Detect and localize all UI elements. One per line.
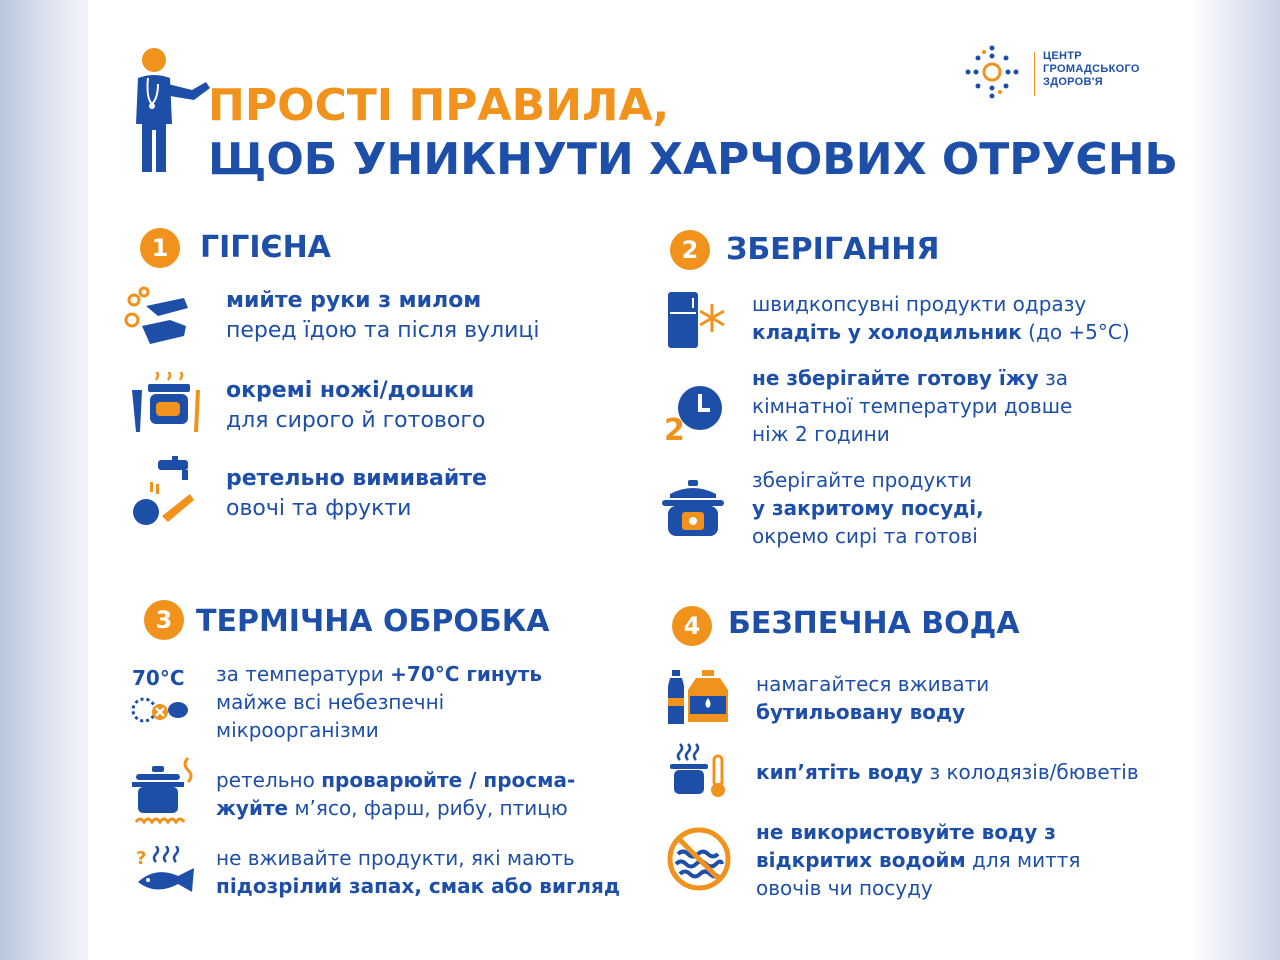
section-2-number: 2 (670, 230, 710, 270)
clock-number: 2 (664, 413, 685, 442)
thermal-item-1-bold: +70°C гинуть (390, 662, 542, 686)
container-icon (662, 478, 724, 542)
handwash-icon (124, 286, 192, 348)
section-1-number: 1 (140, 228, 180, 268)
water-item-2-rest: з колодязів/бюветів (923, 760, 1139, 784)
logo-text (1043, 50, 1140, 89)
water-item-1 (756, 670, 989, 726)
thermal-item-1-pre: за температури (216, 662, 391, 686)
storage-item-2-line3: ніж 2 години (752, 422, 890, 446)
storage-item-2-line2: кімнатної температури довше (752, 394, 1073, 418)
cooking-pot-icon (130, 756, 204, 826)
water-item-3-bold2: відкритих водойм (756, 848, 966, 872)
svg-text:?: ? (136, 848, 147, 869)
storage-item-2 (752, 364, 1072, 448)
microbes-icon (130, 692, 192, 730)
water-item-3-rest: для миття (965, 848, 1081, 872)
thermal-item-2-bold: проварюйте / просма- (321, 768, 576, 792)
knife-board-icon (126, 372, 206, 438)
hygiene-item-2 (226, 376, 485, 436)
section-2-title: ЗБЕРІГАННЯ (726, 232, 940, 267)
title-line-1: ПРОСТІ ПРАВИЛА, (208, 80, 670, 131)
logo-separator (1034, 52, 1035, 96)
smelly-fish-icon (134, 846, 200, 896)
storage-item-2-rest: за (1038, 366, 1068, 390)
storage-item-1-bold: кладіть у холодильник (752, 320, 1022, 344)
section-3-number: 3 (144, 600, 184, 640)
section-3-title: ТЕРМІЧНА ОБРОБКА (196, 604, 550, 639)
thermal-item-3-line1: не вживайте продукти, які мають (216, 846, 575, 870)
hygiene-item-3-rest: овочі та фрукти (226, 496, 412, 521)
hygiene-item-1-rest: перед їдою та після вулиці (226, 318, 540, 343)
storage-item-1-rest: (до +5°C) (1021, 320, 1130, 344)
logo-line-3: ЗДОРОВ'Я (1043, 76, 1103, 88)
section-4-title: БЕЗПЕЧНА ВОДА (728, 606, 1020, 641)
hygiene-item-3-bold: ретельно вимивайте (226, 466, 487, 491)
water-item-2 (756, 758, 1139, 786)
background-right-blur (1190, 0, 1280, 960)
title-line-2: ЩОБ УНИКНУТИ ХАРЧОВИХ ОТРУЄНЬ (208, 134, 1179, 185)
logo-line-1: ЦЕНТР (1043, 50, 1082, 62)
section-4-number: 4 (672, 606, 712, 646)
hygiene-item-1-bold: мийте руки з милом (226, 288, 482, 313)
infographic-card (88, 0, 1192, 960)
logo-line-2: ГРОМАДСЬКОГО (1043, 63, 1140, 75)
water-item-1-line1: намагайтеся вживати (756, 672, 990, 696)
thermal-item-2-bold2: жуйте (216, 796, 289, 820)
tap-vegetables-icon (132, 456, 198, 530)
hygiene-item-3 (226, 464, 487, 524)
thermal-item-1 (216, 660, 542, 744)
thermal-item-2 (216, 766, 575, 822)
thermal-item-1-line3: мікроорганізми (216, 718, 379, 742)
microbes-temperature-label: 70°C (132, 666, 185, 690)
storage-item-1-line1: швидкопсувні продукти одразу (752, 292, 1087, 316)
thermal-item-2-rest: м’ясо, фарш, рибу, птицю (288, 796, 568, 820)
thermal-item-3 (216, 844, 620, 900)
thermal-item-1-line2: майже всі небезпечні (216, 690, 445, 714)
section-1-title: ГІГІЄНА (200, 230, 331, 265)
water-item-1-bold: бутильовану воду (756, 700, 966, 724)
storage-item-3-line1: зберігайте продукти (752, 468, 972, 492)
fridge-icon (666, 290, 728, 352)
water-item-2-bold: кип’ятіть воду (756, 760, 924, 784)
bottled-water-icon (666, 668, 730, 726)
storage-item-3 (752, 466, 984, 550)
water-item-3-bold: не використовуйте воду з (756, 820, 1056, 844)
boiling-pot-icon (668, 742, 728, 800)
storage-item-1 (752, 290, 1130, 346)
water-item-3-line3: овочів чи посуду (756, 876, 933, 900)
thermal-item-3-bold: підозрілий запах, смак або вигляд (216, 874, 621, 898)
thermal-item-2-pre: ретельно (216, 768, 322, 792)
no-open-water-icon (666, 826, 732, 892)
hygiene-item-2-bold: окремі ножі/дошки (226, 378, 475, 403)
clock-icon (664, 380, 726, 442)
storage-item-3-bold: у закритому посуді, (752, 496, 984, 520)
hygiene-item-1 (226, 286, 540, 346)
doctor-icon (132, 44, 212, 176)
water-item-3 (756, 818, 1080, 902)
storage-item-3-line3: окремо сирі та готові (752, 524, 978, 548)
hygiene-item-2-rest: для сирого й готового (226, 408, 486, 433)
storage-item-2-bold: не зберігайте готову їжу (752, 366, 1039, 390)
